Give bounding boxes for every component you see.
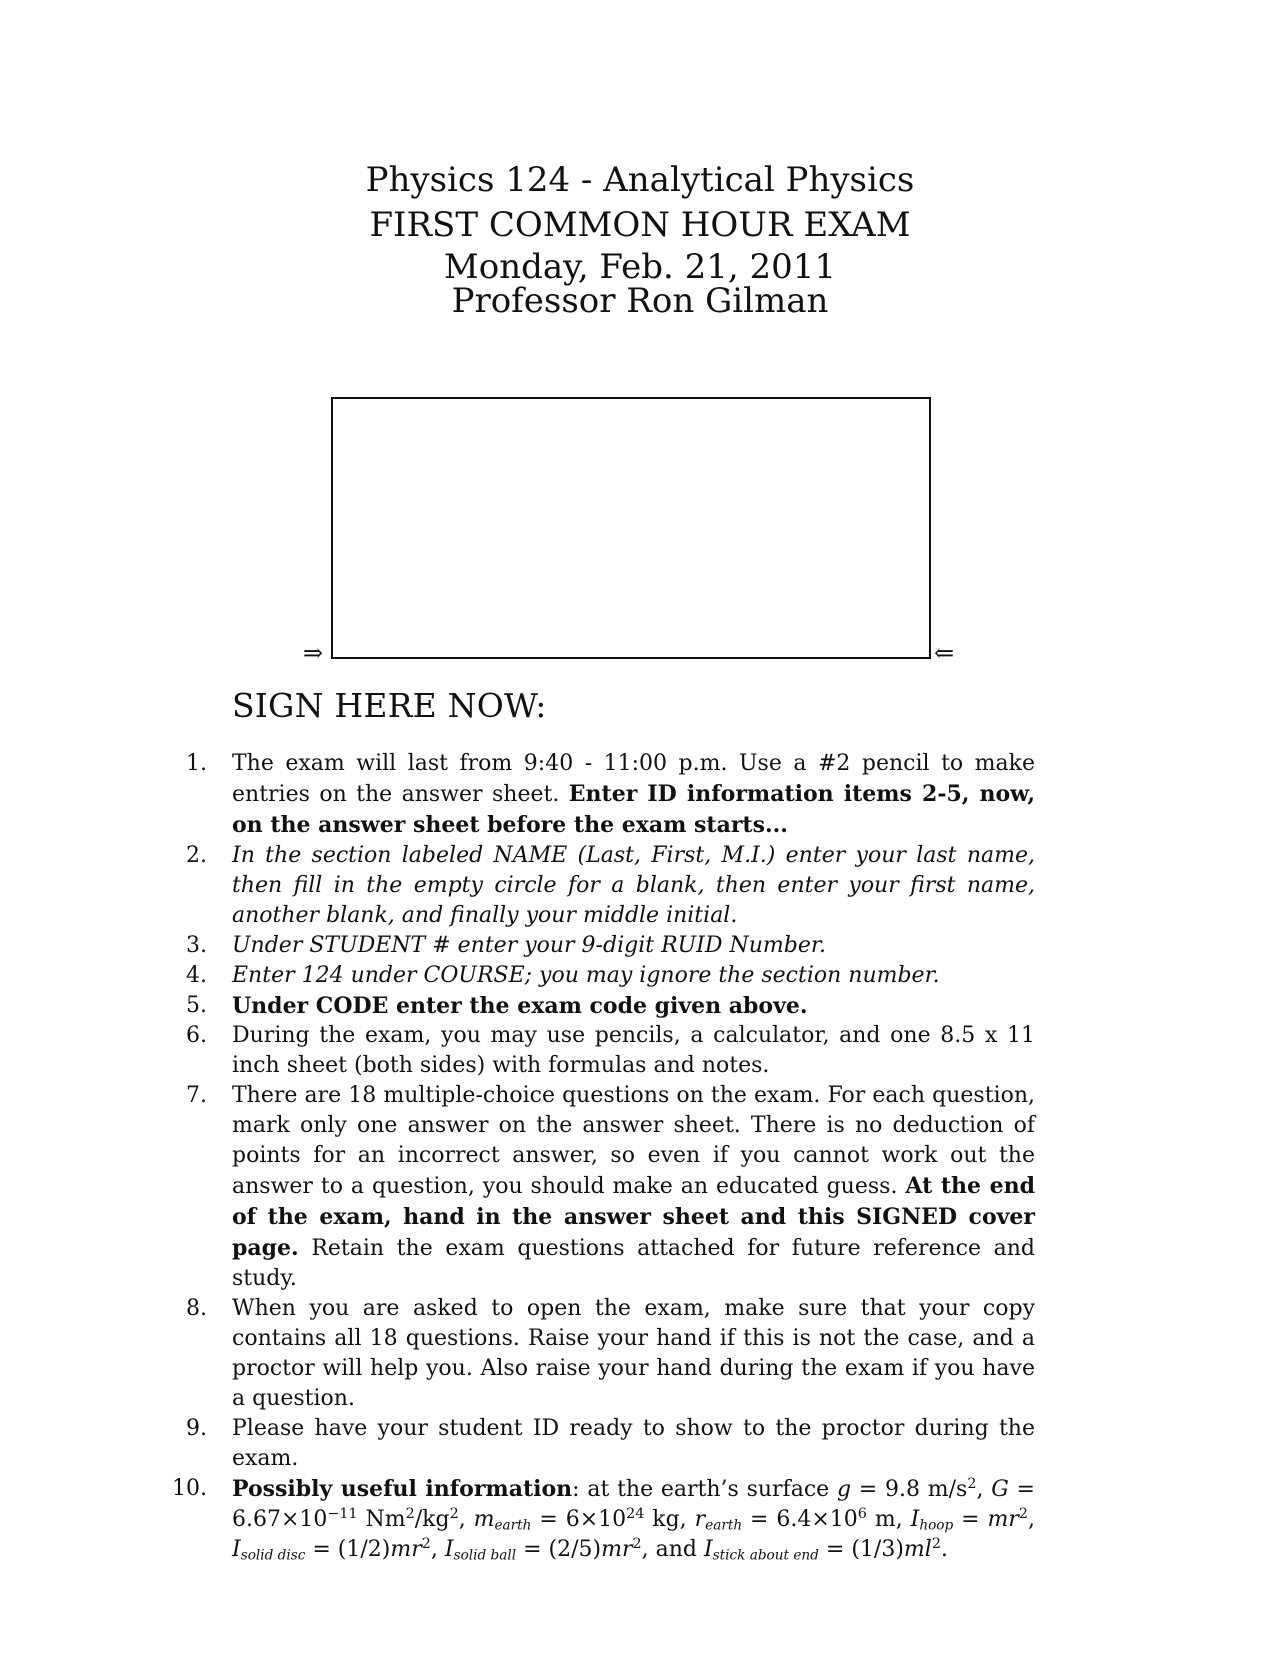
instruction-item [165, 749, 1035, 841]
instruction-number: 4. [186, 963, 207, 988]
instruction-text: Enter 124 under COURSE; you may ignore the section number. [232, 963, 940, 988]
instruction-number: 7. [186, 1083, 207, 1108]
left-arrow-icon: ⇐ [934, 639, 955, 667]
instructions-list [165, 749, 1035, 1565]
instruction-text: There are 18 multiple-choice questions on the exam. For each question, mark only one answer on the answer sheet. There is no deduction of points for an incorrect answer, so even if you cannot work out the answer to a question, you should make an educated guess. At the end of the exam, hand in the answer sheet and this SIGNED cover page. Retain the exam questions attached for future reference and study. [232, 1083, 1036, 1291]
instruction-text: The exam will last from 9:40 - 11:00 p.m. Use a #2 pencil to make entries on the answer sheet. Enter ID information items 2-5, now, on the answer sheet before the exam starts... [232, 751, 1035, 838]
instruction-number: 8. [186, 1296, 207, 1321]
instruction-text: Please have your student ID ready to show to the proctor during the exam. [232, 1416, 1035, 1471]
instruction-number: 1. [186, 751, 207, 776]
instruction-item [165, 961, 1035, 991]
instruction-text: During the exam, you may use pencils, a calculator, and one 8.5 x 11 inch sheet (both sides) with formulas and notes. [232, 1023, 1035, 1078]
instruction-number: 9. [186, 1416, 207, 1441]
sign-here-label: SIGN HERE NOW: [232, 686, 547, 725]
instruction-item [165, 991, 1035, 1021]
instruction-item [165, 1294, 1035, 1414]
instruction-number: 10. [172, 1476, 207, 1501]
instruction-item [165, 931, 1035, 961]
instruction-text: When you are asked to open the exam, make sure that your copy contains all 18 questions. Raise your hand if this is not the case, and a proctor will help you. Also raise your hand during the exam if you have a question. [232, 1296, 1035, 1411]
instruction-number: 2. [186, 843, 207, 868]
instruction-item [165, 1081, 1035, 1294]
instruction-text: Under STUDENT # enter your 9-digit RUID Number. [232, 933, 826, 958]
exam-header [0, 158, 1280, 321]
instruction-item [165, 1414, 1035, 1474]
right-arrow-icon: ⇒ [303, 639, 324, 667]
instruction-item [165, 841, 1035, 931]
course-title: Physics 124 - Analytical Physics [365, 160, 915, 200]
instruction-number: 3. [186, 933, 207, 958]
signature-box[interactable] [331, 397, 931, 659]
exam-date: Monday, Feb. 21, 2011 [443, 246, 837, 287]
professor-name: Professor Ron Gilman [451, 280, 829, 321]
exam-title: FIRST COMMON HOUR EXAM [369, 204, 911, 245]
useful-information: Possibly useful information: at the earth’s surface g = 9.8 $m/s^2$, $G = 6.67\times 10^{-11}$ $Nm^2/kg^2$, $m_{earth} = 6\times 10^{24}$ kg, $r_{earth} = 6.4\times 10^6$ m, $I_{hoop} = mr^2$, $I_{solid disc} = (1/2)mr^2$, $I_{solid ball} = (2/5)mr^2$, and $I_{stick about end} = (1/3)ml^2$. [232, 1476, 1035, 1564]
instruction-text: Under CODE enter the exam code given above. [232, 993, 808, 1019]
instruction-item [165, 1474, 1035, 1565]
instruction-item [165, 1021, 1035, 1081]
instruction-text: In the section labeled NAME (Last, First, M.I.) enter your last name, then fill in the empty circle for a blank, then enter your first name, another blank, and finally your middle initial. [232, 843, 1035, 928]
instruction-number: 6. [186, 1023, 207, 1048]
instruction-number: 5. [186, 993, 207, 1018]
